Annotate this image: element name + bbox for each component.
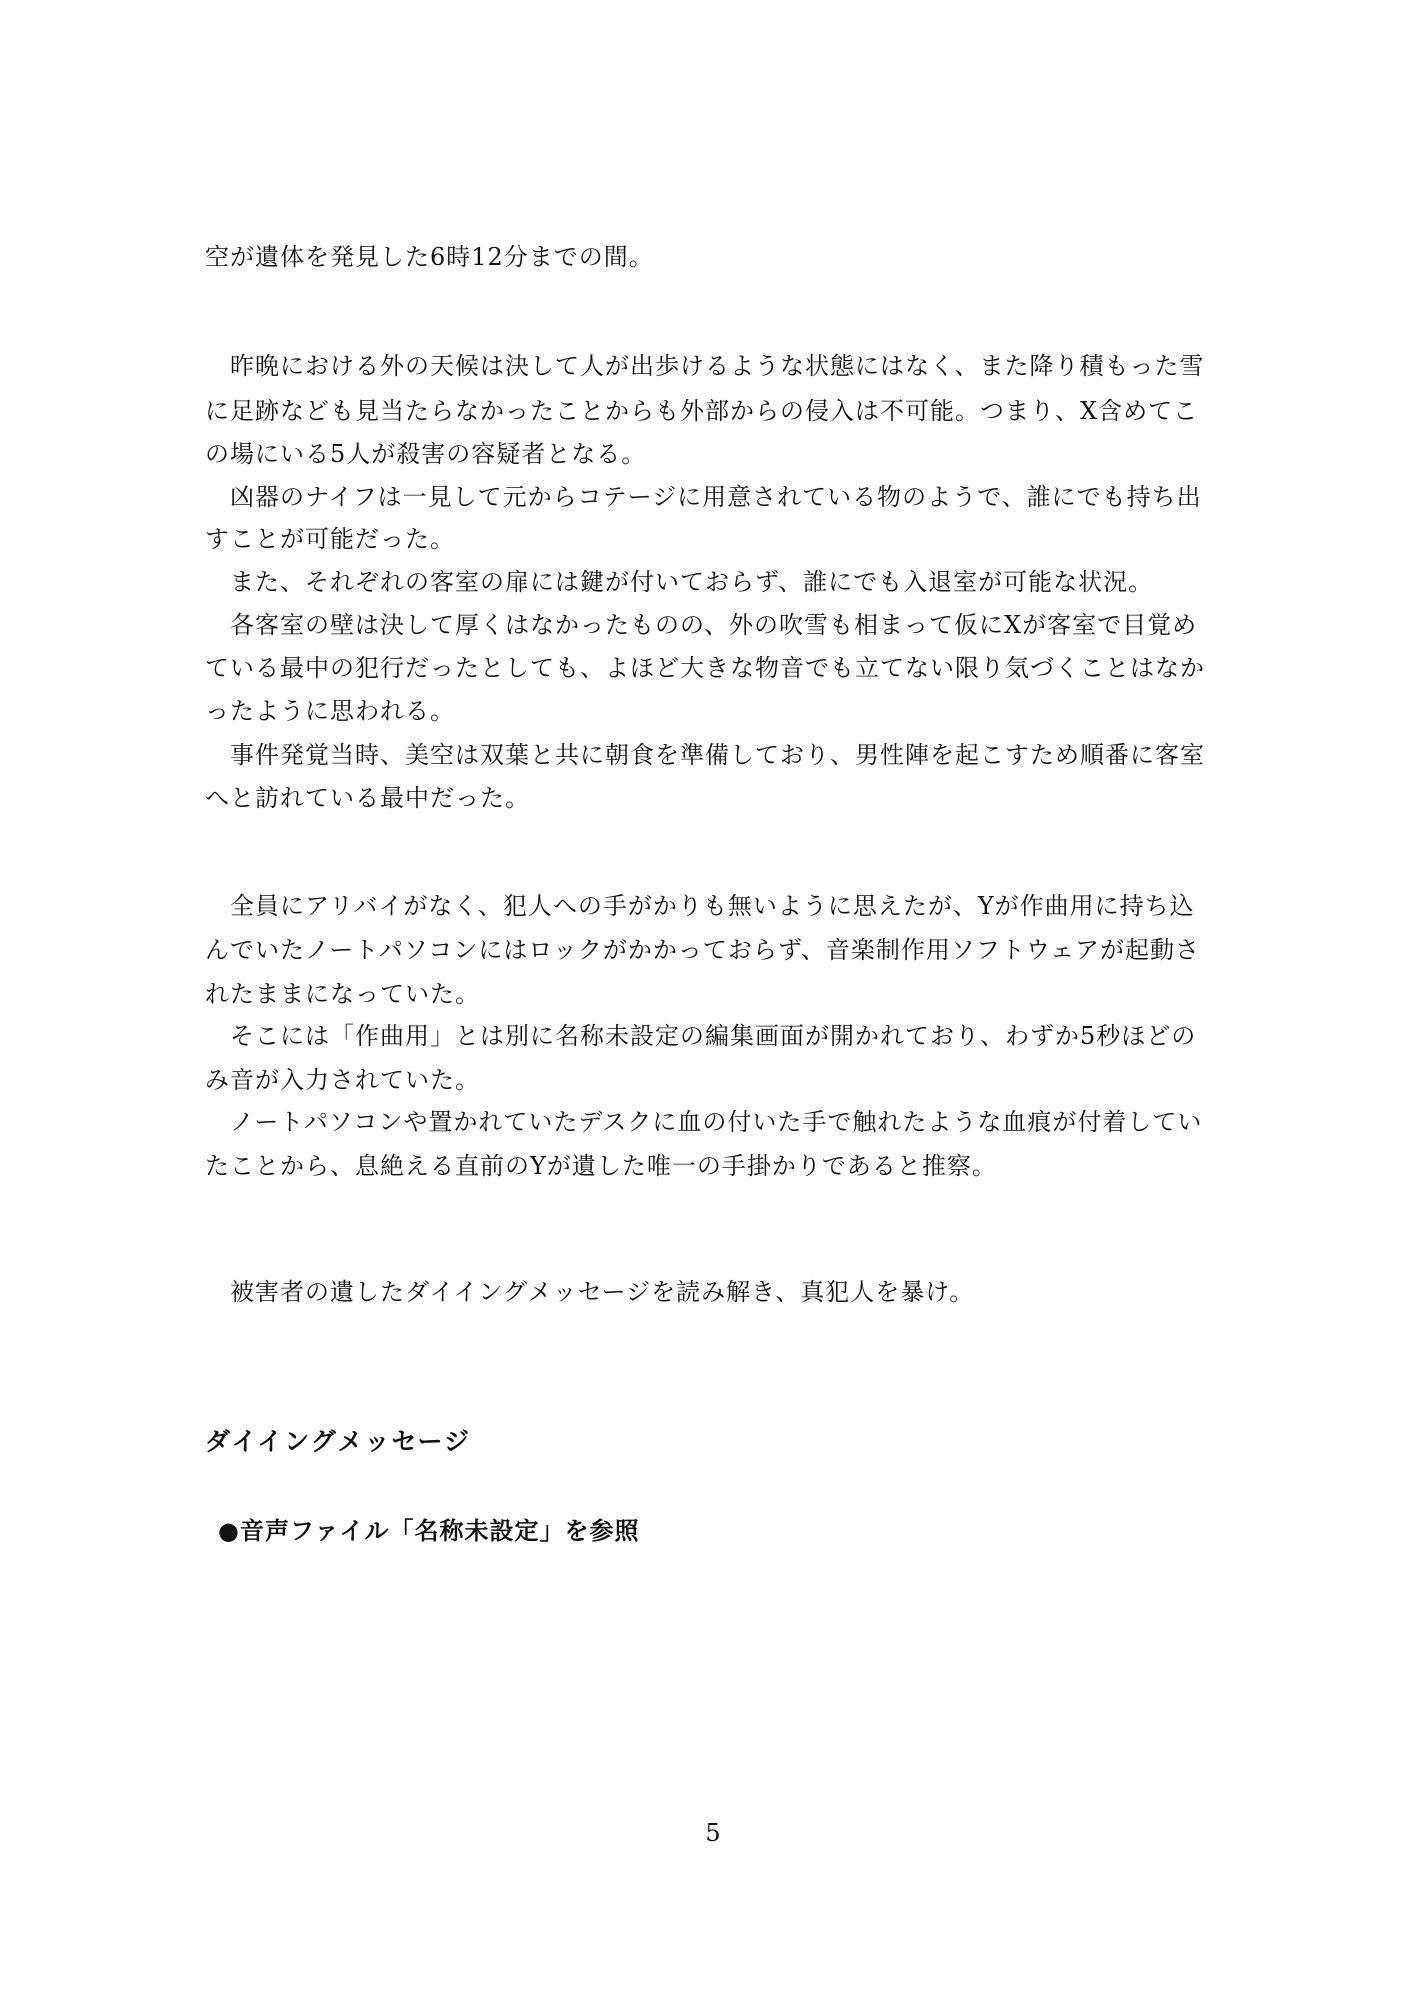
- text-line: んでいたノートパソコンにはロックがかかっておらず、音楽制作用ソフトウェアが起動さ: [205, 936, 1200, 964]
- text-line: 各客室の壁は決して厚くはなかったものの、外の吹雪も相まって仮にXが客室で目覚め: [230, 611, 1198, 639]
- text-line: 被害者の遺したダイイングメッセージを読み解き、真犯人を暴け。: [230, 1278, 975, 1306]
- bullet-item: ●音声ファイル「名称未設定」を参照: [218, 1516, 640, 1545]
- text-line: ったように思われる。: [205, 697, 455, 725]
- text-line: の場にいる5人が殺害の容疑者となる。: [205, 440, 647, 468]
- text-line: たことから、息絶える直前のYが遺した唯一の手掛かりであると推察。: [205, 1152, 997, 1180]
- text-line: 空が遺体を発見した6時12分までの間。: [205, 243, 654, 271]
- text-line: ている最中の犯行だったとしても、よほど大きな物音でも立てない限り気づくことはなか: [205, 654, 1205, 682]
- text-line: 事件発覚当時、美空は双葉と共に朝食を準備しており、男性陣を起こすため順番に客室: [230, 741, 1205, 769]
- text-line: すことが可能だった。: [205, 525, 455, 553]
- text-line: また、それぞれの客室の扉には鍵が付いておらず、誰にでも入退室が可能な状況。: [230, 568, 1154, 596]
- section-heading: ダイイングメッセージ: [205, 1427, 472, 1456]
- text-line: 昨晩における外の天候は決して人が出歩けるような状態にはなく、また降り積もった雪: [230, 352, 1205, 380]
- text-line: れたままになっていた。: [205, 980, 480, 1008]
- text-line: へと訪れている最中だった。: [205, 784, 530, 812]
- text-line: そこには「作曲用」とは別に名称未設定の編集画面が開かれており、わずか5秒ほどの: [230, 1022, 1197, 1050]
- text-line: に足跡なども見当たらなかったことからも外部からの侵入は不可能。つまり、X含めてこ: [205, 397, 1199, 425]
- text-line: 全員にアリバイがなく、犯人への手がかりも無いように思えたが、Yが作曲用に持ち込: [230, 892, 1195, 920]
- page-number: 5: [705, 1819, 721, 1847]
- text-line: み音が入力されていた。: [205, 1066, 480, 1094]
- text-line: 凶器のナイフは一見して元からコテージに用意されている物のようで、誰にでも持ち出: [230, 483, 1202, 511]
- text-line: ノートパソコンや置かれていたデスクに血の付いた手で触れたような血痕が付着してい: [230, 1108, 1203, 1136]
